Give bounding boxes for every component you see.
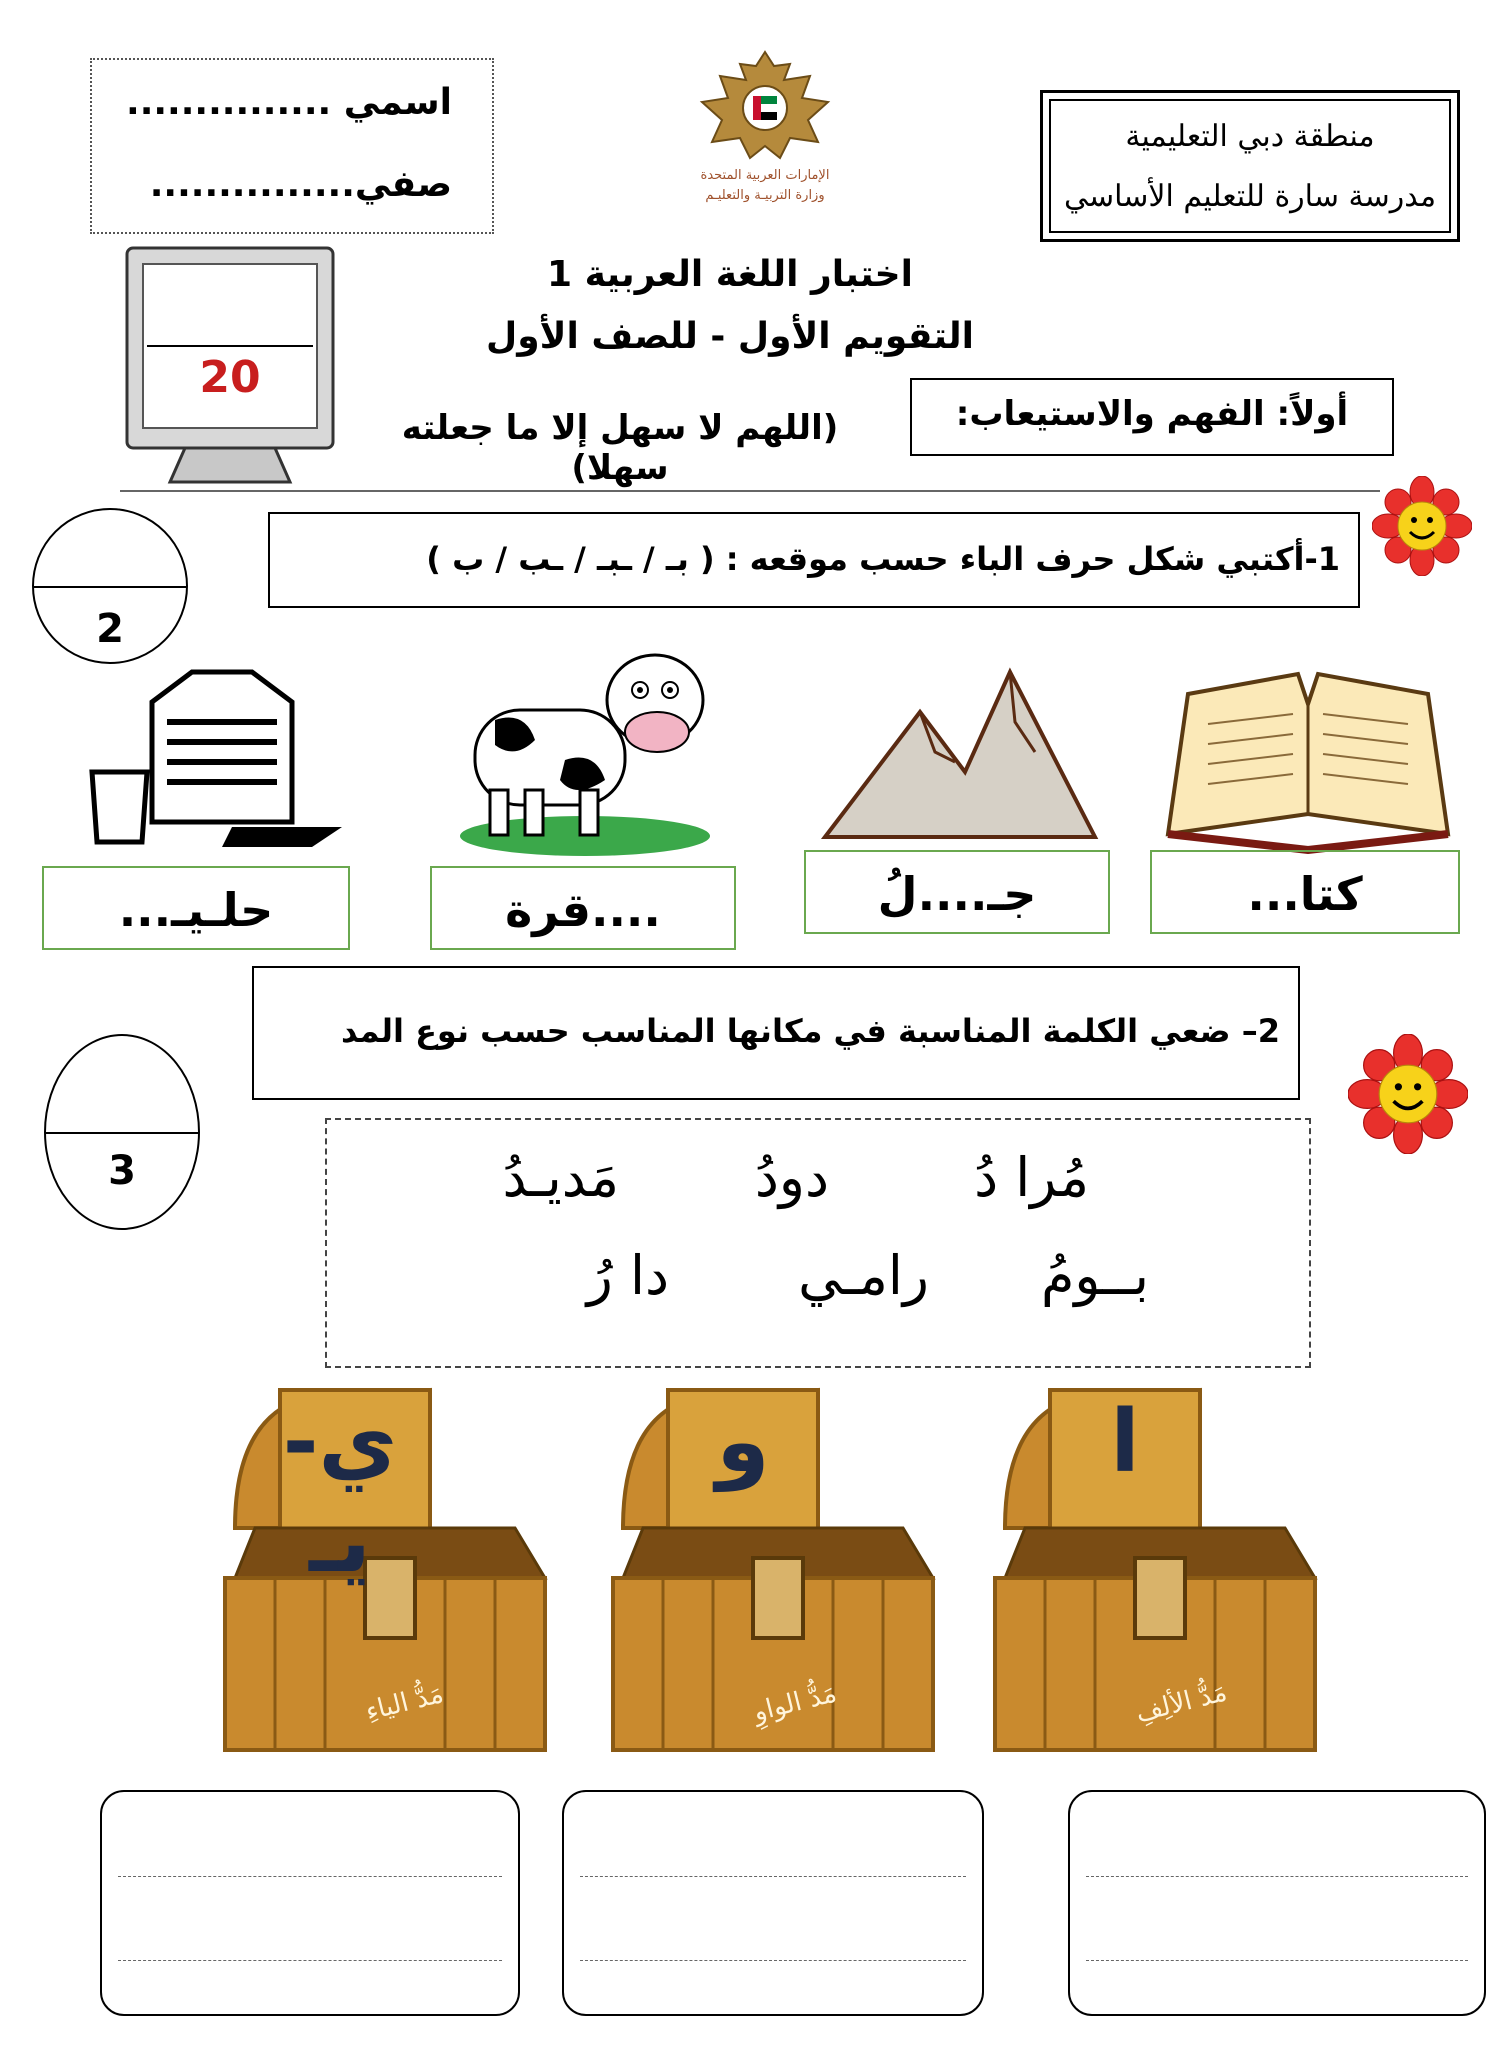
score-monitor [125, 246, 335, 486]
word-bank-item[interactable]: مُرا دُ [974, 1146, 1089, 1209]
q1-instruction: 1-أكتبي شكل حرف الباء حسب موقعه : ( بـ / ـبـ / ـب / ب ) [426, 540, 1340, 578]
school-box [1040, 90, 1460, 242]
word-bank [325, 1118, 1311, 1368]
word-bank-item[interactable]: دا رُ [586, 1244, 669, 1307]
word-bank-item[interactable]: دودُ [754, 1146, 829, 1209]
word-box-book[interactable]: كتا... [1150, 850, 1460, 934]
prayer-text: (اللهم لا سهل إلا ما جعلته سهلا) [401, 408, 839, 488]
name-field[interactable]: اسمي ............... [126, 82, 452, 123]
chest-alif [985, 1378, 1325, 1758]
emblem-logo [690, 46, 840, 216]
chest-waw [603, 1378, 943, 1758]
chest-yaa-label: مَدُّ الياءِ [362, 1678, 447, 1728]
answer-box-waw[interactable] [562, 1790, 984, 2016]
chest-yaa-letter: ي- يـ [282, 1392, 398, 1592]
answer-box-yaa[interactable] [100, 1790, 520, 2016]
chest-alif-label: مَدُّ الألِفِ [1132, 1677, 1230, 1729]
exam-title: اختبار اللغة العربية 1 [547, 254, 913, 295]
cow-image [445, 640, 725, 860]
student-info-box [90, 58, 494, 234]
word-bank-item[interactable]: مَديـدُ [502, 1146, 619, 1209]
flower-icon [1372, 476, 1472, 576]
word-bank-item[interactable]: بــومُ [1041, 1244, 1149, 1307]
section-label: أولاً: الفهم والاستيعاب: [955, 394, 1349, 434]
q1-instruction-box [268, 512, 1360, 608]
book-image [1158, 664, 1458, 854]
q2-instruction-box [252, 966, 1300, 1100]
class-field[interactable]: صفي............... [149, 164, 452, 205]
q1-mark: 2 [96, 606, 124, 652]
word-box-milk[interactable]: حلـيـ... [42, 866, 350, 950]
school-zone: منطقة دبي التعليمية [1125, 119, 1375, 154]
milk-image [82, 662, 352, 852]
section-label-box [910, 378, 1394, 456]
q2-instruction: 2– ضعي الكلمة المناسبة في مكانها المناسب حسب نوع المد [341, 1012, 1280, 1050]
q1-score-circle [32, 508, 188, 664]
chest-yaa [215, 1378, 555, 1758]
word-box-mountain[interactable]: جـ....لُ [804, 850, 1110, 934]
q2-mark: 3 [108, 1148, 136, 1194]
word-box-cow[interactable]: ....قرة [430, 866, 736, 950]
divider [120, 490, 1380, 492]
q2-score-circle [44, 1034, 200, 1230]
score-total: 20 [199, 352, 261, 403]
emblem-text-2: وزارة التربيـة والتعليـم [705, 188, 825, 203]
emblem-text-1: الإمارات العربية المتحدة [700, 168, 830, 183]
word-bank-item[interactable]: رامـي [798, 1244, 929, 1307]
chest-waw-letter: و [716, 1392, 770, 1492]
mountain-image [815, 662, 1105, 842]
chest-waw-label: مَدُّ الواوِ [750, 1678, 840, 1728]
flower-icon-2 [1348, 1034, 1468, 1154]
chest-alif-letter: ا [1110, 1392, 1140, 1492]
answer-box-alif[interactable] [1068, 1790, 1486, 2016]
exam-subtitle: التقويم الأول - للصف الأول [486, 316, 974, 357]
school-name: مدرسة سارة للتعليم الأساسي [1063, 179, 1437, 214]
